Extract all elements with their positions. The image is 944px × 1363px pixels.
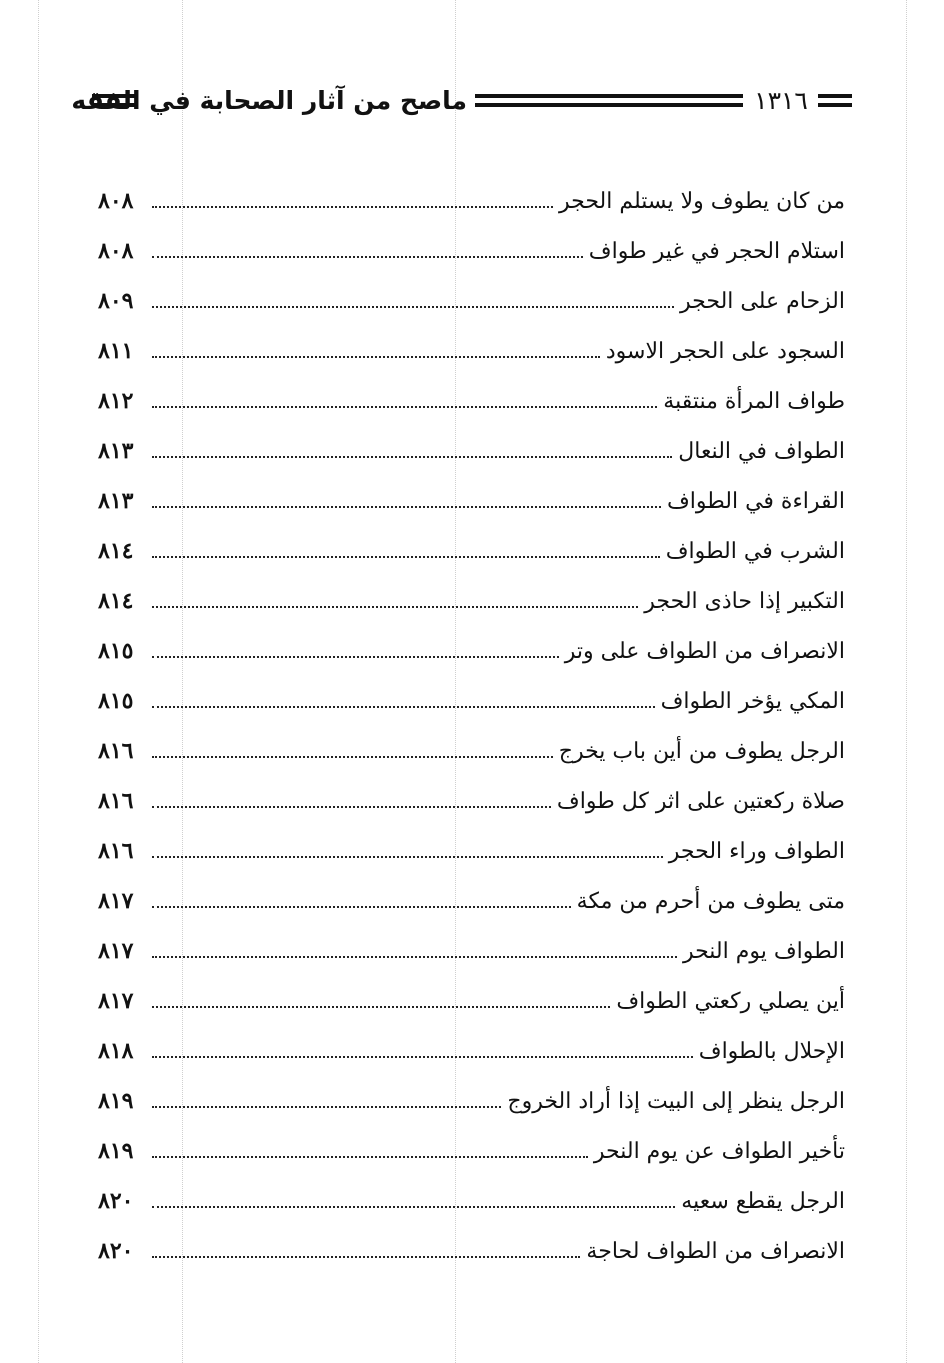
header-rule-right	[818, 94, 852, 116]
dot-leader	[152, 556, 660, 558]
toc-entry-title: القراءة في الطواف	[666, 488, 845, 514]
toc-entry-title: صلاة ركعتين على اثر كل طواف	[556, 788, 845, 814]
toc-entry-page: ٨١٦	[98, 788, 134, 814]
dot-leader	[152, 1256, 580, 1258]
scan-artifact	[906, 0, 907, 1363]
toc-entry-title: الطواف وراء الحجر	[668, 838, 845, 864]
toc-entry-page: ٨٠٩	[98, 288, 134, 314]
table-of-contents	[98, 176, 845, 1276]
toc-entry	[98, 626, 845, 676]
page-header	[71, 82, 852, 126]
header-rule-middle	[475, 94, 743, 116]
dot-leader	[152, 356, 600, 358]
toc-entry-page: ٨٢٠	[98, 1238, 134, 1264]
toc-entry	[98, 1126, 845, 1176]
toc-entry-page: ٨٠٨	[98, 188, 134, 214]
toc-entry-page: ٨١٥	[98, 688, 134, 714]
dot-leader	[152, 1206, 675, 1208]
toc-entry-page: ٨١٧	[98, 888, 134, 914]
dot-leader	[152, 806, 551, 808]
toc-entry-title: الانصراف من الطواف على وتر	[564, 638, 845, 664]
dot-leader	[152, 456, 672, 458]
toc-entry	[98, 676, 845, 726]
scan-artifact	[38, 0, 39, 1363]
toc-entry-page: ٨١٩	[98, 1088, 134, 1114]
toc-entry	[98, 826, 845, 876]
toc-entry	[98, 326, 845, 376]
dot-leader	[152, 706, 655, 708]
toc-entry-page: ٨١٦	[98, 838, 134, 864]
toc-entry-title: الطواف في النعال	[678, 438, 845, 464]
toc-entry	[98, 926, 845, 976]
dot-leader	[152, 956, 677, 958]
toc-entry-page: ٨٠٨	[98, 238, 134, 264]
toc-entry-page: ٨١٢	[98, 388, 134, 414]
toc-entry-page: ٨١١	[98, 338, 134, 364]
book-title: ماصح من آثار الصحابة في الفقه	[71, 86, 467, 115]
dot-leader	[152, 1106, 501, 1108]
dot-leader	[152, 656, 559, 658]
toc-entry-page: ٨١٤	[98, 588, 134, 614]
toc-entry-title: الرجل يطوف من أين باب يخرج	[558, 738, 845, 764]
toc-entry	[98, 576, 845, 626]
page-number: ١٣١٦	[754, 86, 808, 115]
dot-leader	[152, 306, 674, 308]
toc-entry-title: متى يطوف من أحرم من مكة	[576, 888, 845, 914]
toc-entry	[98, 726, 845, 776]
toc-entry-page: ٨١٣	[98, 488, 134, 514]
toc-entry	[98, 226, 845, 276]
toc-entry	[98, 876, 845, 926]
toc-entry	[98, 1226, 845, 1276]
toc-entry-title: الرجل يقطع سعيه	[681, 1188, 845, 1214]
toc-entry-title: الرجل ينظر إلى البيت إذا أراد الخروج	[507, 1088, 845, 1114]
toc-entry	[98, 976, 845, 1026]
dot-leader	[152, 1006, 610, 1008]
toc-entry	[98, 1076, 845, 1126]
dot-leader	[152, 1056, 693, 1058]
dot-leader	[152, 606, 638, 608]
toc-entry-page: ٨١٤	[98, 538, 134, 564]
toc-entry-title: تأخير الطواف عن يوم النحر	[593, 1138, 845, 1164]
dot-leader	[152, 856, 663, 858]
toc-entry-title: الانصراف من الطواف لحاجة	[586, 1238, 845, 1264]
toc-entry-title: الشرب في الطواف	[665, 538, 845, 564]
toc-entry-page: ٨١٣	[98, 438, 134, 464]
toc-entry-title: الطواف يوم النحر	[682, 938, 845, 964]
dot-leader	[152, 1156, 588, 1158]
toc-entry	[98, 1026, 845, 1076]
dot-leader	[152, 406, 657, 408]
toc-entry-title: السجود على الحجر الاسود	[605, 338, 845, 364]
toc-entry	[98, 776, 845, 826]
dot-leader	[152, 256, 583, 258]
toc-entry	[98, 476, 845, 526]
toc-entry-page: ٨١٥	[98, 638, 134, 664]
toc-entry-page: ٨٢٠	[98, 1188, 134, 1214]
toc-entry	[98, 426, 845, 476]
toc-entry-page: ٨١٦	[98, 738, 134, 764]
toc-entry-page: ٨١٧	[98, 988, 134, 1014]
toc-entry	[98, 176, 845, 226]
toc-entry-title: استلام الحجر في غير طواف	[588, 238, 845, 264]
toc-entry-title: طواف المرأة منتقبة	[663, 388, 845, 414]
toc-entry	[98, 1176, 845, 1226]
toc-entry-page: ٨١٧	[98, 938, 134, 964]
toc-entry-page: ٨١٨	[98, 1038, 134, 1064]
dot-leader	[152, 906, 571, 908]
toc-entry-title: المكي يؤخر الطواف	[660, 688, 845, 714]
toc-entry-title: أين يصلي ركعتي الطواف	[616, 988, 845, 1014]
toc-entry-page: ٨١٩	[98, 1138, 134, 1164]
toc-entry-title: الإحلال بالطواف	[698, 1038, 845, 1064]
dot-leader	[152, 756, 553, 758]
toc-entry	[98, 526, 845, 576]
toc-entry-title: التكبير إذا حاذى الحجر	[644, 588, 845, 614]
toc-entry-title: الزحام على الحجر	[680, 288, 845, 314]
toc-entry-title: من كان يطوف ولا يستلم الحجر	[558, 188, 845, 214]
toc-entry	[98, 276, 845, 326]
dot-leader	[152, 506, 661, 508]
dot-leader	[152, 206, 553, 208]
toc-entry	[98, 376, 845, 426]
